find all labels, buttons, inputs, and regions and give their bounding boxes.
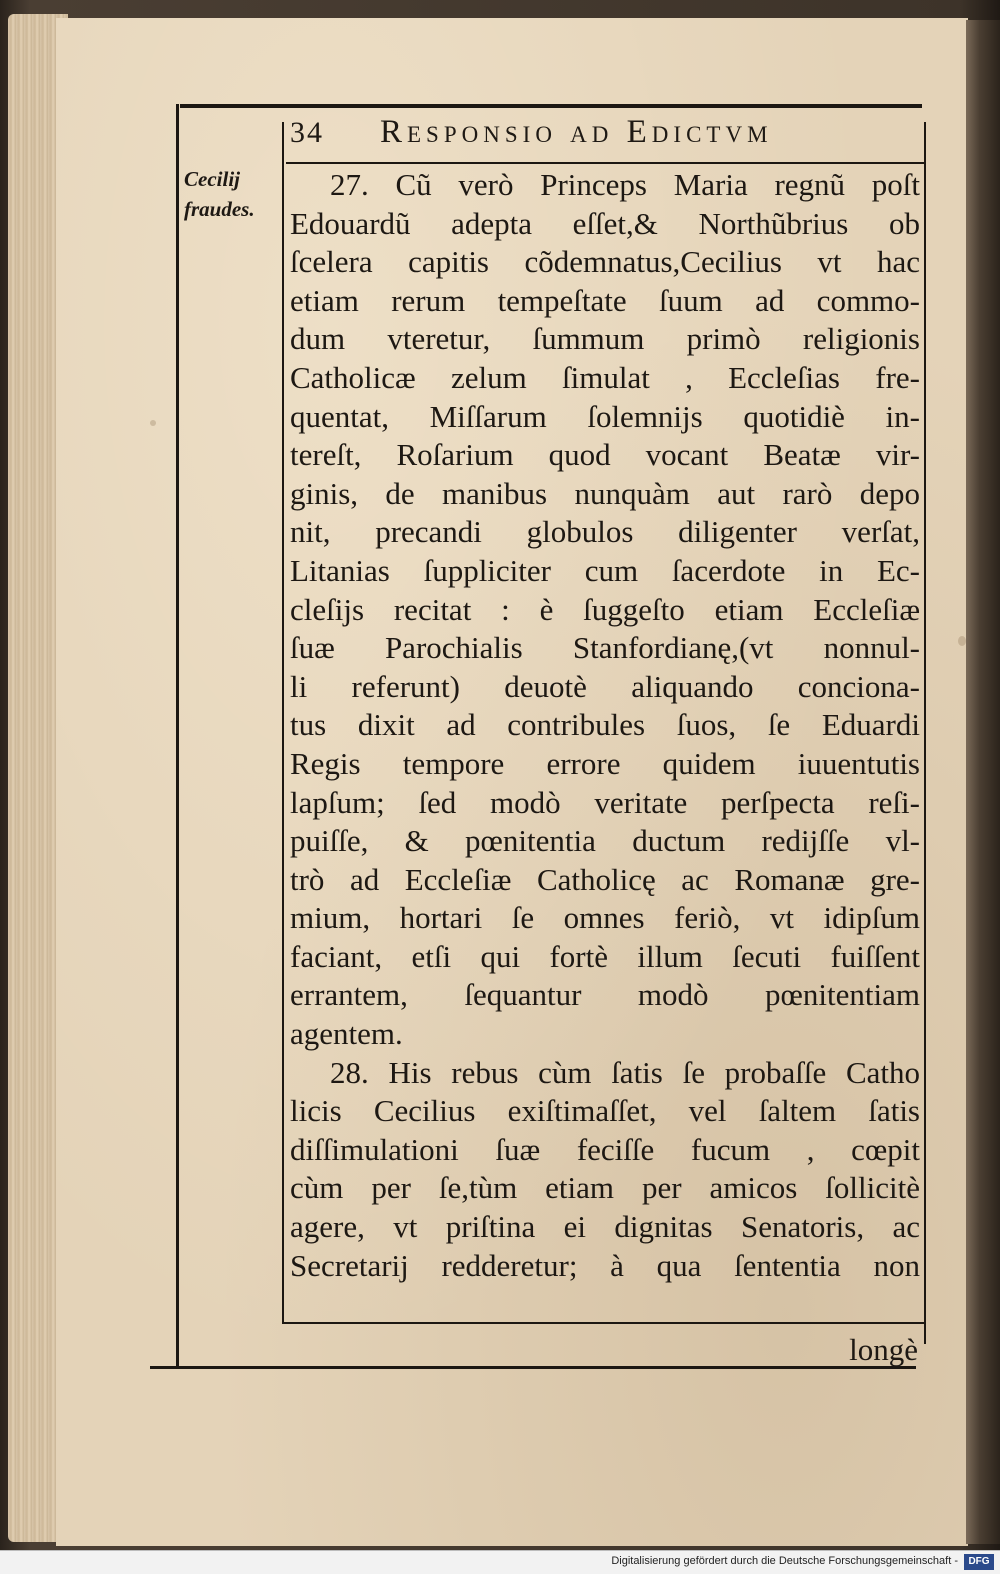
text-block-bottom-rule xyxy=(282,1322,924,1324)
running-head xyxy=(284,112,924,160)
body-text xyxy=(290,166,920,1285)
frame-rule-top xyxy=(180,104,922,108)
text-line: agere, vt priſtina ei dignitas Senatoris, ac xyxy=(290,1209,920,1245)
text-line: ginis, de manibus nunquàm aut rarò depo xyxy=(290,475,920,511)
text-line: Regis tempore errore quidem iuuentutis xyxy=(290,745,920,781)
text-line: li referunt) deuotè aliquando conciona- xyxy=(290,668,920,704)
text-line: Secretarij redderetur; à qua ſententia non xyxy=(290,1247,920,1283)
text-line: 28. His rebus cùm ſatis ſe probaſſe Catho xyxy=(330,1054,920,1090)
text-line: diſſimulationi ſuæ feciſſe fucum , cœpit xyxy=(290,1131,920,1167)
dfg-logo: DFG xyxy=(964,1554,994,1570)
text-line: agentem. xyxy=(290,1016,403,1052)
digitization-footer xyxy=(0,1550,1000,1574)
catchword: longè xyxy=(849,1332,918,1367)
footer-credit: Digitalisierung gefördert durch die Deutsche Forschungsgemeinschaft - xyxy=(611,1555,958,1567)
text-line: 27. Cũ verò Princeps Maria regnũ poſt xyxy=(330,167,920,202)
text-line: ſuæ Parochialis Stanfordianę,(vt nonnul- xyxy=(290,630,920,666)
running-head-rule xyxy=(286,162,924,164)
text-line: puiſſe, & pœnitentia ductum redijſſe vl- xyxy=(290,823,920,859)
text-line: faciant, etſi qui fortè illum ſecuti fuiſſent xyxy=(290,938,920,974)
page-number: 34 xyxy=(290,116,324,149)
text-line: errantem, ſequantur modò pœnitentiam xyxy=(290,977,920,1013)
text-line: etiam rerum tempeſtate ſuum ad commo- xyxy=(290,282,920,318)
text-line: Catholicæ zelum ſimulat , Eccleſias fre- xyxy=(290,359,920,395)
text-line: dum vteretur, ſummum primò religionis xyxy=(290,321,920,357)
marginal-note-line: Cecilij xyxy=(184,167,240,191)
frame-rule-left-inner xyxy=(282,122,284,1322)
text-line: nit, precandi globulos diligenter verſat, xyxy=(290,514,920,550)
text-line: cùm per ſe,tùm etiam per amicos ſollicitè xyxy=(290,1170,920,1206)
text-line: tereſt, Roſarium quod vocant Beatæ vir- xyxy=(290,437,920,473)
text-line: Litanias ſuppliciter cum ſacerdote in Ec- xyxy=(290,552,920,588)
text-line: trò ad Eccleſiæ Catholicę ac Romanæ gre- xyxy=(290,861,920,897)
running-title: Responsio ad Edictvm xyxy=(380,114,773,150)
paper-blemish xyxy=(958,636,966,646)
paper-blemish xyxy=(150,420,156,426)
text-line: ſcelera capitis cõdemnatus,Cecilius vt hac xyxy=(290,244,920,280)
marginal-note-line: fraudes. xyxy=(184,197,255,221)
marginal-note xyxy=(184,164,278,224)
text-line: cleſijs recitat : è ſuggeſto etiam Eccleſiæ xyxy=(290,591,920,627)
text-line: tus dixit ad contribules ſuos, ſe Eduardi xyxy=(290,707,920,743)
text-line: lapſum; ſed modò veritate perſpecta reſi- xyxy=(290,784,920,820)
text-line: licis Cecilius exiſtimaſſet, vel ſaltem ſatis xyxy=(290,1093,920,1129)
frame-rule-right xyxy=(924,122,926,1344)
text-line: Edouardũ adepta eſſet,& Northũbrius ob xyxy=(290,205,920,241)
text-line: mium, hortari ſe omnes feriò, vt idipſum xyxy=(290,900,920,936)
text-line: quentat, Miſſarum ſolemnijs quotidiè in- xyxy=(290,398,920,434)
book-spine-shadow xyxy=(966,20,1000,1544)
frame-rule-left-outer xyxy=(176,104,179,1366)
